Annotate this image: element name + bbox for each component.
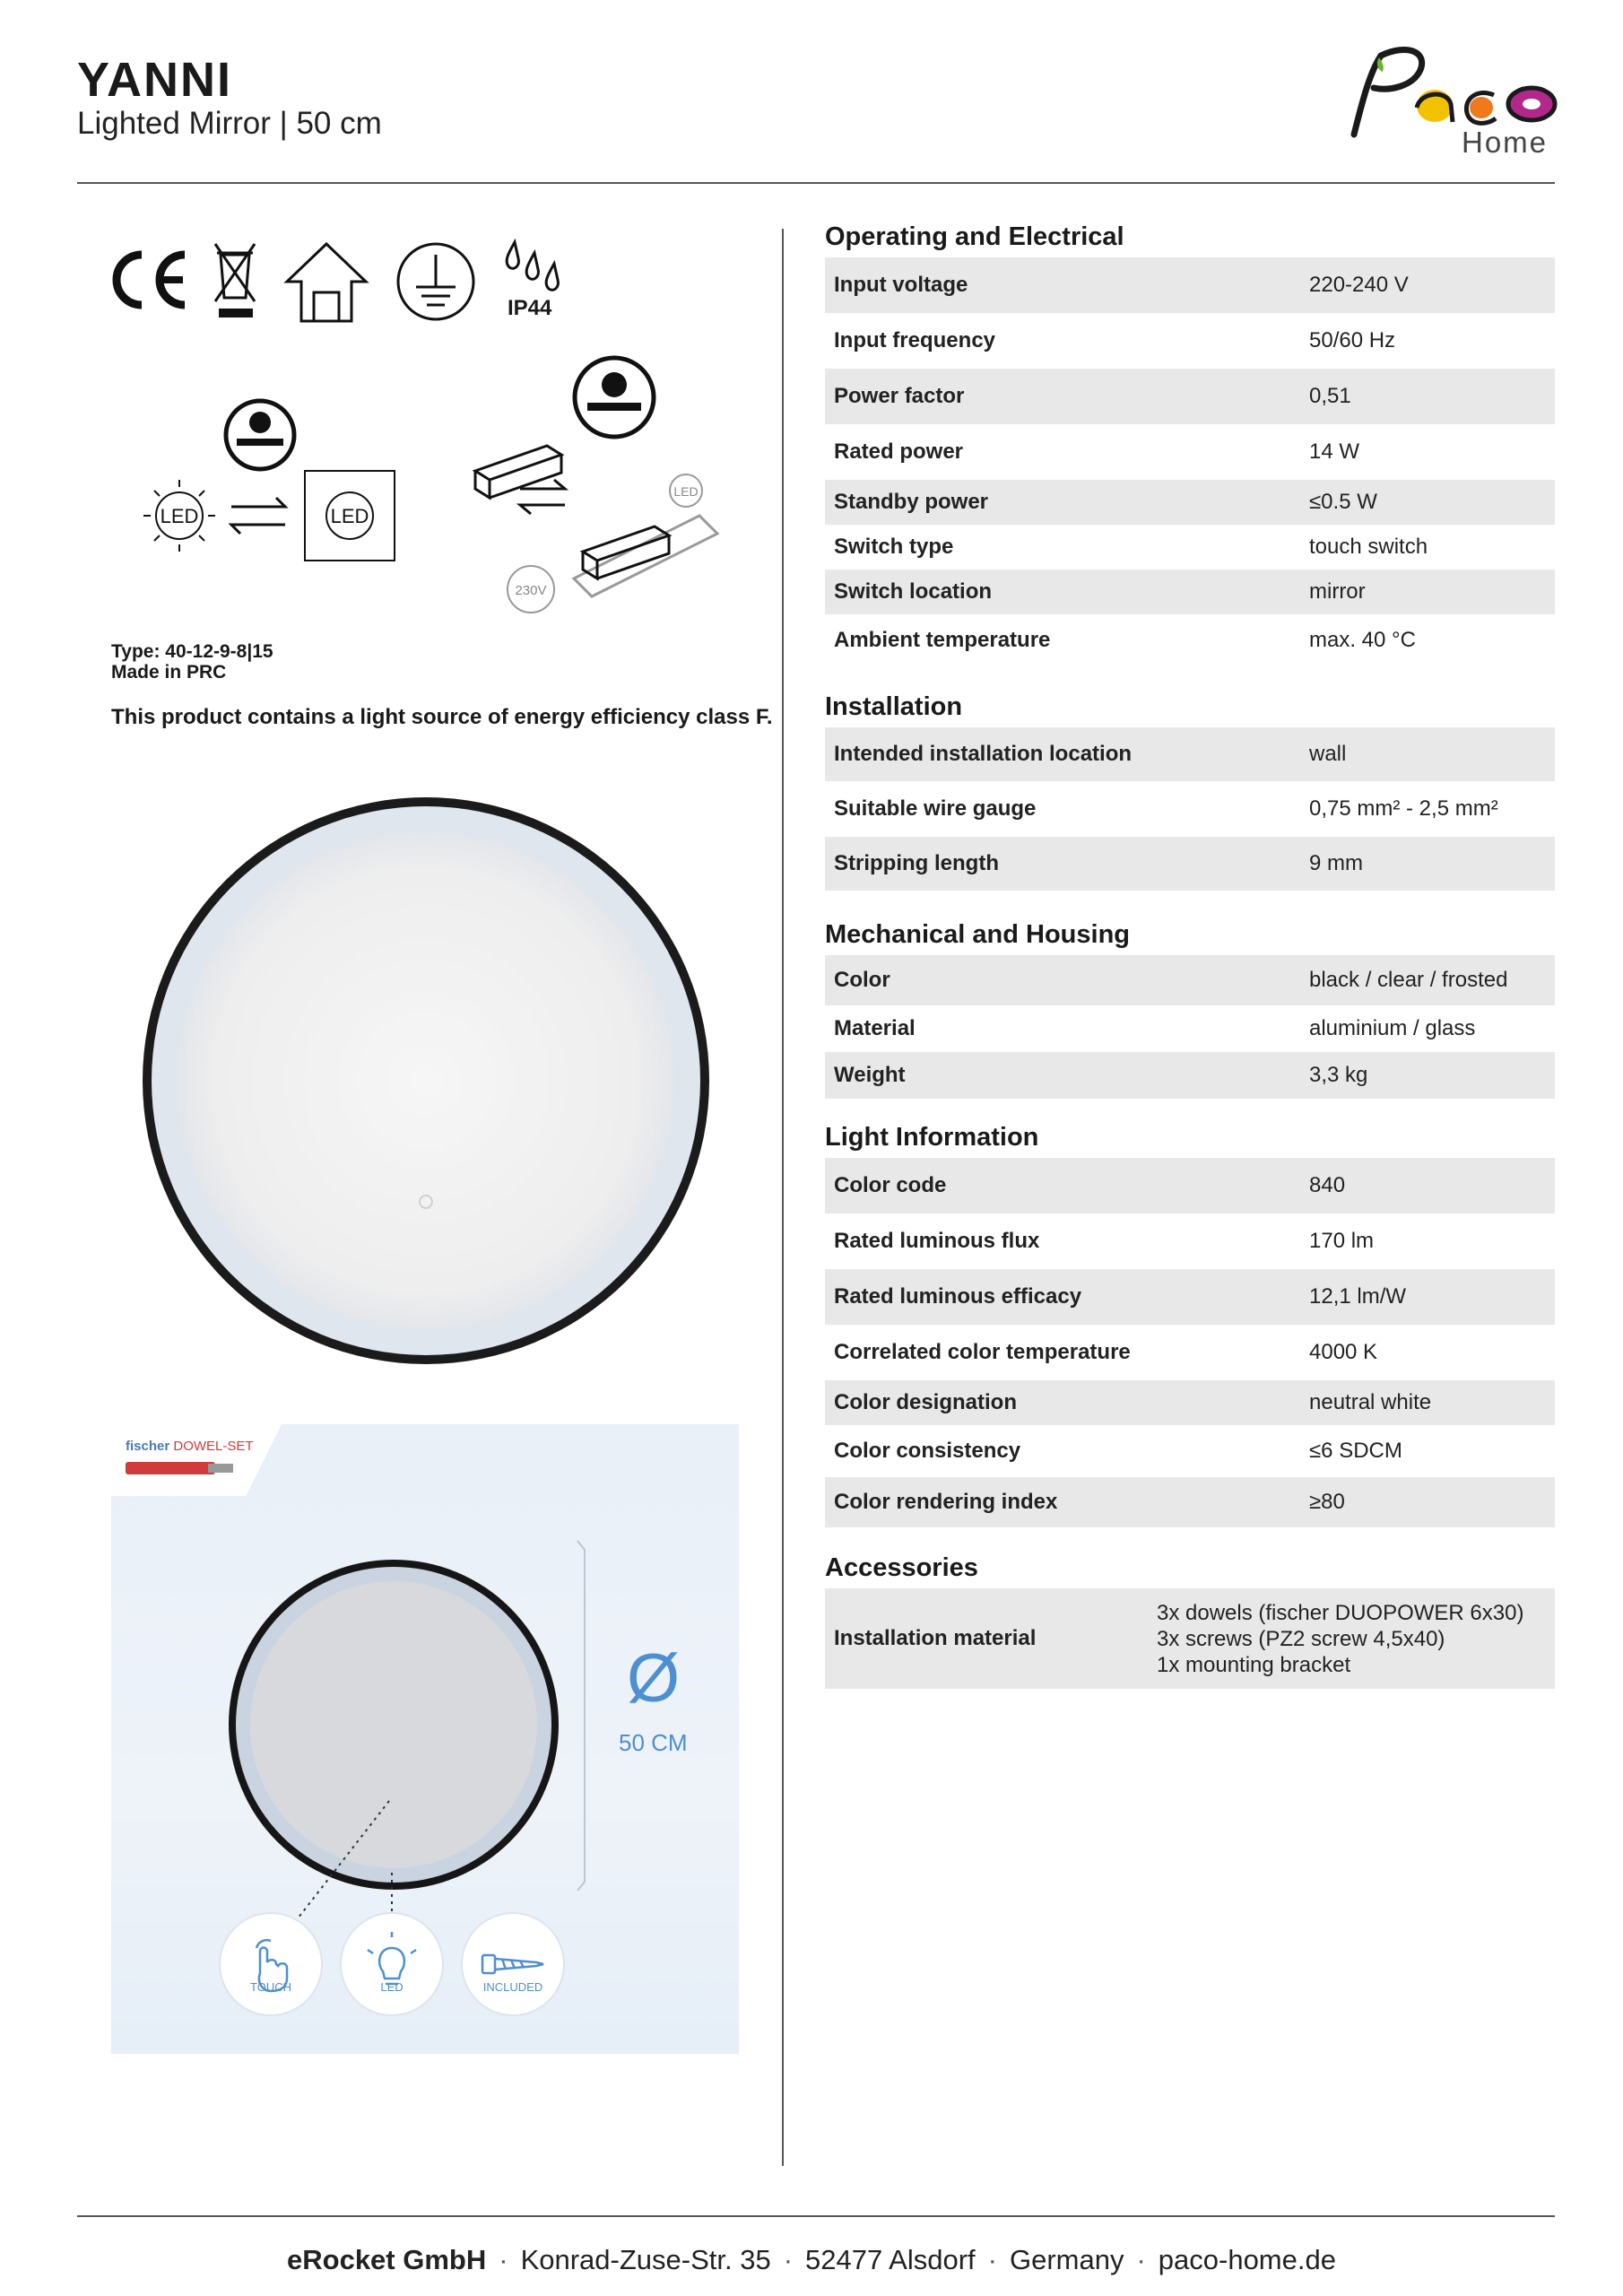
diameter-value: 50 CM: [619, 1729, 688, 1756]
spec-label: Ambient temperature: [834, 628, 1051, 652]
separator-dot: ·: [783, 2244, 794, 2275]
spec-label: Color code: [834, 1173, 947, 1197]
accessory-line: 1x mounting bracket: [1157, 1652, 1351, 1677]
diameter-symbol: Ø: [627, 1640, 681, 1717]
spec-value: black / clear / frosted: [1309, 968, 1508, 992]
driver-led-label: LED: [673, 484, 699, 499]
spec-label: Color designation: [834, 1390, 1017, 1414]
table-row: [825, 955, 1555, 1005]
section-title: Mechanical and Housing: [825, 920, 1130, 949]
header-divider: [77, 182, 1555, 184]
footer-company: eRocket GmbH: [287, 2244, 487, 2275]
column-divider: [782, 229, 784, 2166]
separator-dot: ·: [1136, 2244, 1146, 2275]
technician-icon: [575, 358, 654, 437]
type-number: Type: 40-12-9-8|15: [111, 641, 273, 662]
section-light: [825, 1110, 1555, 1539]
spec-value: 9 mm: [1309, 851, 1363, 875]
feature-label-included: INCLUDED: [482, 1980, 543, 1994]
table-row: [825, 1052, 1555, 1099]
spec-label: Color consistency: [834, 1439, 1021, 1463]
ip-rating-label: IP44: [508, 296, 552, 320]
feature-label-touch: TOUCH: [250, 1980, 291, 1994]
table-row: [825, 313, 1555, 369]
table-row: [825, 525, 1555, 570]
section-operating: [825, 222, 1555, 685]
led-label-right: LED: [330, 505, 369, 527]
weee-bin-icon: [215, 244, 255, 317]
certification-icons: [106, 235, 572, 334]
spec-label: Rated power: [834, 439, 964, 464]
spec-value: mirror: [1309, 579, 1366, 604]
spec-label: Intended installation location: [834, 742, 1133, 766]
spec-value: 4000 K: [1309, 1340, 1378, 1364]
table-row: [825, 1269, 1555, 1325]
lifestyle-image: [111, 1424, 739, 2054]
spec-label: Correlated color temperature: [834, 1340, 1131, 1364]
drops-icon: [507, 242, 558, 290]
table-row: [825, 727, 1555, 781]
spec-label: Color rendering index: [834, 1490, 1058, 1514]
section-title: Light Information: [825, 1123, 1039, 1152]
product-subtitle: Lighted Mirror | 50 cm: [77, 106, 382, 141]
spec-value: ≤6 SDCM: [1309, 1439, 1402, 1463]
spec-value: [1157, 1600, 1555, 1678]
spec-value: 14 W: [1309, 439, 1360, 464]
table-row: [825, 480, 1555, 525]
section-title: Accessories: [825, 1553, 978, 1582]
indoor-house-icon: [287, 244, 366, 321]
logo-home-text: Home: [1462, 126, 1549, 159]
driver-volt-label: 230V: [515, 583, 547, 598]
spec-value: 220-240 V: [1309, 273, 1409, 297]
spec-label: Input voltage: [834, 273, 968, 297]
technician-icon: [226, 401, 294, 469]
section-installation: [825, 685, 1555, 911]
table-row: [825, 369, 1555, 424]
spec-value: touch switch: [1309, 535, 1428, 559]
separator-dot: ·: [987, 2244, 997, 2275]
made-in: Made in PRC: [111, 662, 227, 683]
table-row: [825, 614, 1555, 666]
installation-diagram: [126, 354, 735, 614]
table-row: [825, 1477, 1555, 1527]
spec-label: Rated luminous efficacy: [834, 1284, 1082, 1309]
spec-value: 50/60 Hz: [1309, 328, 1396, 352]
table-row: [825, 1588, 1555, 1689]
swap-arrows-icon: [231, 498, 285, 534]
spec-label: Color: [834, 968, 890, 992]
spec-value: 170 lm: [1309, 1229, 1375, 1253]
spec-label: Installation material: [834, 1626, 1037, 1650]
table-row: [825, 570, 1555, 614]
spec-label: Power factor: [834, 384, 965, 408]
spec-value: 0,75 mm² - 2,5 mm²: [1309, 796, 1498, 821]
protection-class-icon: [398, 244, 473, 319]
table-row: [825, 1380, 1555, 1425]
footer-divider: [77, 2215, 1555, 2217]
spec-tables: [825, 222, 1555, 1689]
energy-efficiency-note: This product contains a light source of energy efficiency class F.: [111, 705, 773, 729]
table-row: [825, 1325, 1555, 1380]
footer-address: [0, 2244, 1623, 2276]
spec-label: Standby power: [834, 490, 989, 514]
footer-street: Konrad-Zuse-Str. 35: [520, 2244, 771, 2275]
spec-value: 12,1 lm/W: [1309, 1284, 1407, 1309]
table-row: [825, 1213, 1555, 1269]
spec-label: Weight: [834, 1063, 906, 1087]
footer-website-link[interactable]: paco-home.de: [1158, 2244, 1336, 2275]
table-row: [825, 424, 1555, 480]
spec-label: Rated luminous flux: [834, 1229, 1040, 1253]
table-row: [825, 257, 1555, 313]
accessory-line: 3x screws (PZ2 screw 4,5x40): [1157, 1626, 1445, 1651]
spec-label: Suitable wire gauge: [834, 796, 1037, 821]
spec-value: neutral white: [1309, 1390, 1432, 1414]
fischer-set: DOWEL-SET: [173, 1439, 254, 1454]
spec-value: ≤0.5 W: [1309, 490, 1377, 514]
separator-dot: ·: [499, 2244, 508, 2275]
spec-value: ≥80: [1309, 1490, 1345, 1514]
table-row: [825, 1158, 1555, 1213]
ce-mark-icon: [117, 255, 185, 305]
footer-city: 52477 Alsdorf: [805, 2244, 976, 2275]
spec-label: Material: [834, 1016, 916, 1040]
spec-value: 840: [1309, 1173, 1346, 1197]
spec-label: Switch location: [834, 579, 993, 604]
spec-value: max. 40 °C: [1309, 628, 1416, 652]
fischer-brand: fischer: [126, 1439, 170, 1454]
table-row: [825, 837, 1555, 891]
table-row: [825, 1425, 1555, 1477]
feature-label-led: LED: [380, 1980, 404, 1994]
spec-value: wall: [1309, 742, 1347, 766]
led-driver-icon: [475, 446, 717, 596]
spec-value: aluminium / glass: [1309, 1016, 1476, 1040]
spec-label: Switch type: [834, 535, 954, 559]
spec-value: 0,51: [1309, 384, 1351, 408]
table-row: [825, 781, 1555, 837]
section-accessories: [825, 1539, 1555, 1689]
footer-country: Germany: [1009, 2244, 1124, 2275]
product-title: YANNI: [77, 53, 233, 107]
spec-label: Stripping length: [834, 851, 999, 875]
table-row: [825, 1005, 1555, 1052]
led-label-left: LED: [160, 505, 199, 527]
mirror-product-image: [135, 789, 717, 1372]
section-title: Installation: [825, 692, 963, 721]
section-mechanical: [825, 911, 1555, 1110]
section-title: Operating and Electrical: [825, 222, 1124, 251]
spec-label: Input frequency: [834, 328, 996, 352]
spec-value: 3,3 kg: [1309, 1063, 1368, 1087]
accessory-line: 3x dowels (fischer DUOPOWER 6x30): [1157, 1600, 1524, 1625]
